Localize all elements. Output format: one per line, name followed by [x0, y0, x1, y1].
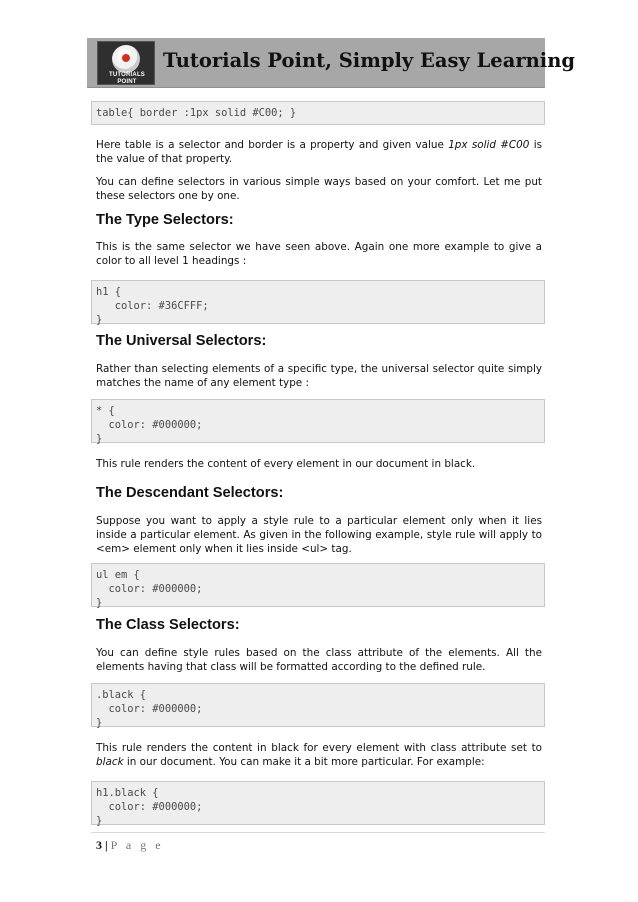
paragraph-class-selectors: You can define style rules based on the class attribute of the elements. All the elements having that class will be formatted according to the defined rule. — [96, 647, 542, 673]
tutorials-point-logo — [97, 41, 155, 85]
code-block-universal: * { color: #000000; } — [91, 399, 545, 443]
code-block-h1: h1 { color: #36CFFF; } — [91, 280, 545, 324]
heading-type-selectors: The Type Selectors: — [96, 212, 234, 228]
page-footer — [96, 838, 164, 853]
logo-text: TUTORIALS POINT — [108, 72, 146, 85]
emphasis-value: 1px solid #C00 — [448, 139, 530, 151]
heading-descendant-selectors: The Descendant Selectors: — [96, 485, 284, 501]
paragraph-text: in our document. You can make it a bit more particular. For example: — [123, 756, 485, 768]
page-header — [87, 38, 576, 88]
footer-separator: | — [105, 838, 108, 852]
code-block-h1-black: h1.black { color: #000000; } — [91, 781, 545, 825]
code-block-descendant: ul em { color: #000000; } — [91, 563, 545, 607]
paragraph-universal-result: This rule renders the content of every element in our document in black. — [96, 458, 476, 470]
paragraph-text: is the value of that property. — [96, 139, 542, 165]
code-block-class: .black { color: #000000; } — [91, 683, 545, 727]
code-block-table-border: table{ border :1px solid #C00; } — [91, 101, 545, 125]
paragraph-text: Here table is a selector and border is a property and given value — [96, 139, 449, 151]
paragraph-class-result — [96, 741, 542, 769]
heading-universal-selectors: The Universal Selectors: — [96, 333, 267, 349]
page-number: 3 — [96, 838, 102, 852]
logo-dot-icon — [122, 54, 130, 62]
paragraph-descendant-selectors: Suppose you want to apply a style rule to a particular element only when it lies inside a particular element. As given in the following example, style rule will apply to <em> element only when it lies inside <ul> tag. — [96, 515, 542, 555]
paragraph-border-explanation — [96, 138, 542, 166]
header-title: Tutorials Point, Simply Easy Learning — [163, 49, 576, 72]
paragraph-text: This rule renders the content in black for every element with class attribute set to — [96, 742, 542, 754]
paragraph-universal-selectors: Rather than selecting elements of a specific type, the universal selector quite simply matches the name of any element type : — [96, 363, 542, 389]
paragraph-define-selectors: You can define selectors in various simple ways based on your comfort. Let me put these selectors one by one. — [96, 176, 542, 202]
paragraph-type-selectors: This is the same selector we have seen above. Again one more example to give a color to all level 1 headings : — [96, 241, 542, 267]
emphasis-black: black — [96, 756, 124, 768]
footer-divider — [91, 832, 545, 833]
page-label: P a g e — [110, 838, 164, 852]
heading-class-selectors: The Class Selectors: — [96, 617, 240, 633]
